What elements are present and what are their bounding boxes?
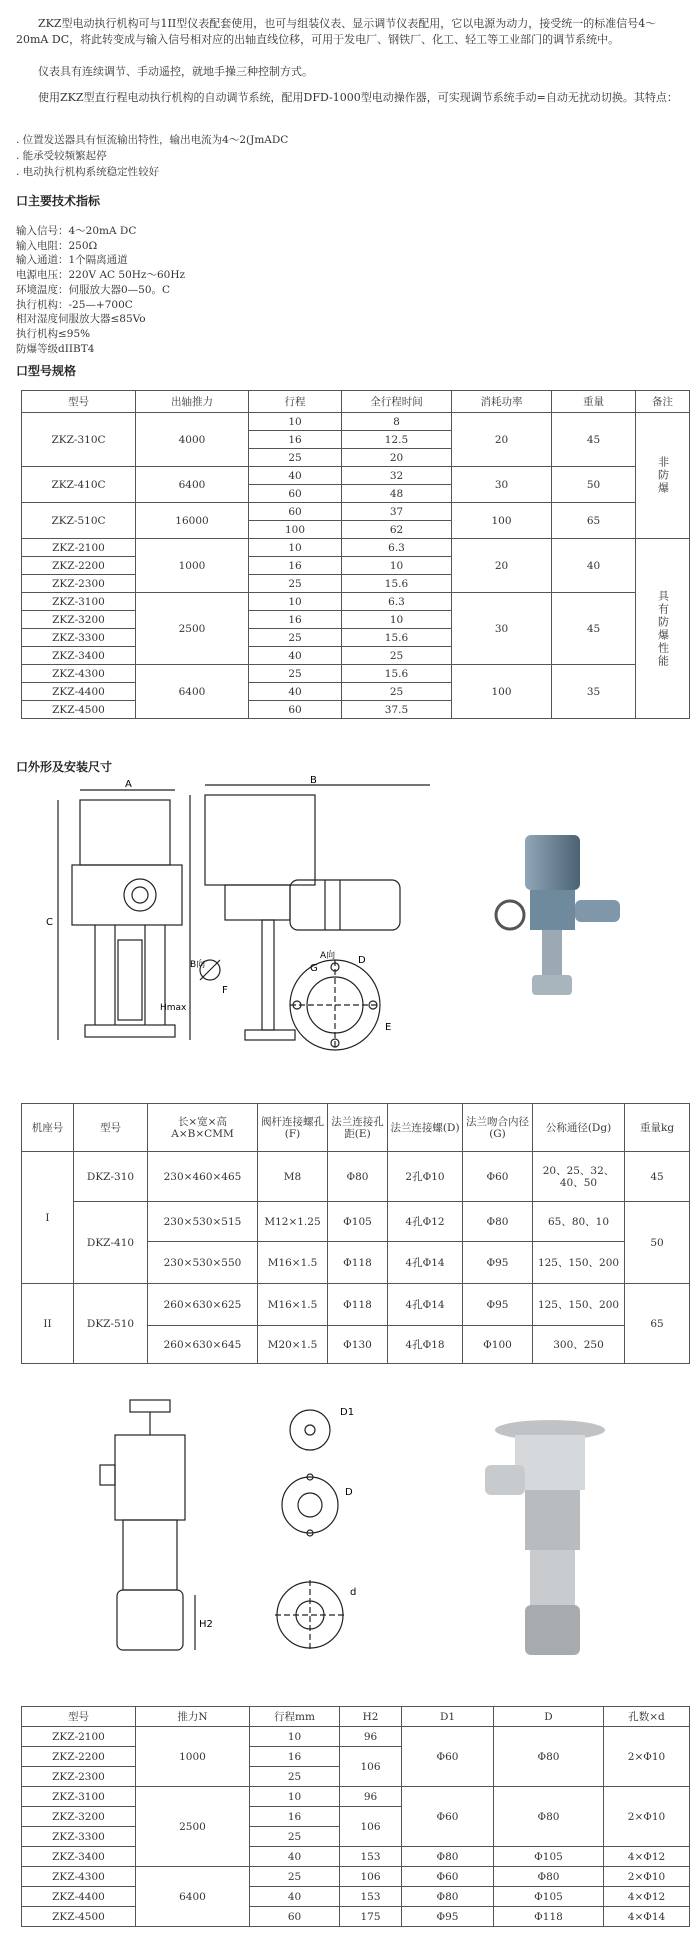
table-cell: 1000 [136, 1727, 250, 1787]
table-cell: 4×Φ12 [604, 1847, 690, 1867]
table-cell: 2×Φ10 [604, 1787, 690, 1847]
table-cell: 32 [342, 467, 452, 485]
table-row [22, 1152, 690, 1202]
table-cell: ZKZ-3300 [22, 1827, 136, 1847]
table-row [22, 593, 690, 611]
table-cell: 106 [340, 1867, 402, 1887]
column-header: 法兰连接孔距(E) [328, 1104, 388, 1152]
table-cell: Φ60 [402, 1867, 494, 1887]
table-cell: ZKZ-310C [22, 413, 136, 467]
column-header: D1 [402, 1707, 494, 1727]
table-cell: ZKZ-3400 [22, 647, 136, 665]
column-header: 全行程时间 [342, 391, 452, 413]
table-cell: Φ95 [463, 1284, 533, 1326]
spec-item: 执行机构≤95% [16, 327, 91, 340]
table-cell: 65 [625, 1284, 690, 1364]
intro-paragraph-2: 仪表具有连续调节、手动遥控，就地手操三种控制方式。 [38, 65, 313, 78]
spec-list [16, 224, 688, 356]
table-cell: Φ105 [494, 1887, 604, 1907]
table-cell: 300、250 [533, 1326, 625, 1364]
table-row [22, 1787, 690, 1807]
table-cell: Φ80 [494, 1867, 604, 1887]
table-cell: 6400 [136, 665, 249, 719]
table-cell: 35 [552, 665, 636, 719]
table-cell: 16 [249, 611, 342, 629]
table-cell: 25 [249, 575, 342, 593]
table-cell: Φ105 [494, 1847, 604, 1867]
column-header: 消耗功率 [452, 391, 552, 413]
drawing-label: d [350, 1587, 357, 1598]
table-cell: 40 [249, 683, 342, 701]
table-cell: 125、150、200 [533, 1284, 625, 1326]
table-cell: M16×1.5 [258, 1284, 328, 1326]
table-cell: 10 [250, 1787, 340, 1807]
table-cell: 37.5 [342, 701, 452, 719]
section-heading-dims: 口外形及安装尺寸 [16, 760, 113, 774]
table-cell: 4孔Φ14 [388, 1242, 463, 1284]
table-cell: ZKZ-3200 [22, 611, 136, 629]
column-header: 重量kg [625, 1104, 690, 1152]
table-cell: ZKZ-3200 [22, 1807, 136, 1827]
table-row [22, 467, 690, 485]
table-header-row [22, 1707, 690, 1727]
column-header: 型号 [22, 1707, 136, 1727]
table-cell: M8 [258, 1152, 328, 1202]
table-cell: 40 [552, 539, 636, 593]
outline-drawing-front-side [40, 775, 450, 1065]
table-cell: Φ80 [463, 1202, 533, 1242]
table-cell: Φ130 [328, 1326, 388, 1364]
table-cell: Φ60 [402, 1727, 494, 1787]
table-cell: 2×Φ10 [604, 1867, 690, 1887]
section-heading-models: 口型号规格 [16, 364, 77, 378]
drawing-label: H2 [199, 1619, 213, 1630]
table-cell: 100 [452, 665, 552, 719]
table-cell: I [22, 1152, 74, 1284]
table-cell: ZKZ-510C [22, 503, 136, 539]
table-cell: ZKZ-4500 [22, 701, 136, 719]
table-cell: 10 [250, 1727, 340, 1747]
table-cell: 45 [552, 413, 636, 467]
feature-item: . 位置发送器具有恒流输出特性，输出电流为4～2(JmADC [16, 134, 289, 146]
table-cell: 125、150、200 [533, 1242, 625, 1284]
table-cell: Φ80 [402, 1847, 494, 1867]
table-cell: 60 [249, 485, 342, 503]
table-cell: 40 [250, 1887, 340, 1907]
table-cell: 2×Φ10 [604, 1727, 690, 1787]
table-cell: 230×530×550 [148, 1242, 258, 1284]
table-cell: 30 [452, 467, 552, 503]
table-cell: 40 [249, 647, 342, 665]
table-cell: 260×630×645 [148, 1326, 258, 1364]
table-cell: 15.6 [342, 665, 452, 683]
column-header: 公称通径(Dg) [533, 1104, 625, 1152]
table-cell: 12.5 [342, 431, 452, 449]
table-cell: ZKZ-4500 [22, 1907, 136, 1927]
table-cell: 25 [249, 665, 342, 683]
drawing-label: E [385, 1022, 392, 1033]
table-cell: 2孔Φ10 [388, 1152, 463, 1202]
table-cell: 4×Φ12 [604, 1887, 690, 1907]
spec-item: 输入通道：1个隔离通道 [16, 254, 128, 267]
table-cell: 30 [452, 593, 552, 665]
table-cell: 65 [552, 503, 636, 539]
feature-item: . 电动执行机构系统稳定性较好 [16, 166, 160, 178]
table-cell: ZKZ-3300 [22, 629, 136, 647]
drawing-label: D [358, 955, 366, 966]
table-cell-remark: 具有防爆性能 [636, 539, 690, 719]
table-row [22, 1887, 690, 1907]
table-cell-remark: 非防爆 [636, 413, 690, 539]
feature-item: . 能承受较频繁起停 [16, 150, 107, 162]
column-header: 孔数×d [604, 1707, 690, 1727]
table-cell: 40 [250, 1847, 340, 1867]
drawing-label: B向 [190, 960, 206, 970]
table-cell: 6.3 [342, 593, 452, 611]
table-row [22, 1847, 690, 1867]
table-cell: 50 [625, 1202, 690, 1284]
table-cell: 4孔Φ18 [388, 1326, 463, 1364]
table-cell: 20、25、32、40、50 [533, 1152, 625, 1202]
table-cell: 230×530×515 [148, 1202, 258, 1242]
table-cell: 62 [342, 521, 452, 539]
actuator-photo [470, 815, 650, 1015]
table-cell: 96 [340, 1787, 402, 1807]
table-cell: 8 [342, 413, 452, 431]
table-cell: 45 [625, 1152, 690, 1202]
table-cell: ZKZ-4300 [22, 1867, 136, 1887]
drawing-label: A [125, 779, 132, 790]
table-cell: Φ118 [494, 1907, 604, 1927]
table-cell: 10 [249, 539, 342, 557]
table-cell: 65、80、10 [533, 1202, 625, 1242]
table-cell: Φ95 [402, 1907, 494, 1927]
table-cell: 106 [340, 1807, 402, 1847]
table-cell: ZKZ-2100 [22, 1727, 136, 1747]
table-row [22, 503, 690, 521]
table-cell: 37 [342, 503, 452, 521]
table-cell: 48 [342, 485, 452, 503]
table-cell: M20×1.5 [258, 1326, 328, 1364]
table-cell: 96 [340, 1727, 402, 1747]
table-cell: 6400 [136, 467, 249, 503]
table-row [22, 1284, 690, 1326]
table-row [22, 665, 690, 683]
table-cell: 6.3 [342, 539, 452, 557]
drawing-label: B [310, 775, 317, 786]
table-cell: 2500 [136, 1787, 250, 1867]
column-header: 法兰吻合内径(G) [463, 1104, 533, 1152]
section-heading-specs: 口主要技术指标 [16, 194, 101, 208]
spec-item: 电源电压：220V AC 50Hz～60Hz [16, 269, 186, 282]
table-cell: ZKZ-3400 [22, 1847, 136, 1867]
column-header: 推力N [136, 1707, 250, 1727]
table-cell: Φ100 [463, 1326, 533, 1364]
table-row [22, 539, 690, 557]
actuator-photo-2 [440, 1405, 640, 1675]
table-cell: 16 [249, 557, 342, 575]
table-cell: Φ80 [402, 1887, 494, 1907]
table-cell: 153 [340, 1887, 402, 1907]
column-header: 型号 [74, 1104, 148, 1152]
dimension-table [21, 1103, 690, 1364]
table-cell: 25 [342, 683, 452, 701]
table-cell: 1000 [136, 539, 249, 593]
spec-item: 执行机构：-25—+700C [16, 298, 133, 311]
drawing-label: F [222, 985, 228, 996]
intro-paragraph-1: ZKZ型电动执行机构可与1II型仪表配套使用，也可与组装仪表、显示调节仪表配用，它以电源为动力，接受统一的标准信号4～20mA DC，将此转变成与输入信号相对应的出轴直线位移，可用于发电厂、钢铁厂、化工、轻工等工业部门的调节系统中。 [16, 17, 657, 46]
table-cell: M12×1.25 [258, 1202, 328, 1242]
table-cell: ZKZ-4400 [22, 1887, 136, 1907]
table-cell: 20 [452, 539, 552, 593]
column-header: 备注 [636, 391, 690, 413]
column-header: 法兰连接螺(D) [388, 1104, 463, 1152]
table-cell: 2500 [136, 593, 249, 665]
table-header-row [22, 391, 690, 413]
table-cell: 100 [452, 503, 552, 539]
drawing-label: A向 [320, 951, 336, 961]
drawing-label: G [310, 963, 318, 974]
table-cell: DKZ-410 [74, 1202, 148, 1284]
table-cell: 100 [249, 521, 342, 539]
table-cell: 40 [249, 467, 342, 485]
column-header: 阀杆连接螺孔(F) [258, 1104, 328, 1152]
table-header-row [22, 1104, 690, 1152]
table-cell: ZKZ-2200 [22, 557, 136, 575]
table-cell: 4孔Φ14 [388, 1284, 463, 1326]
table-cell: 4000 [136, 413, 249, 467]
table-cell: Φ80 [494, 1787, 604, 1847]
feature-list [16, 132, 688, 180]
spec-item: 环境温度：伺服放大器0—50。C [16, 283, 171, 296]
table-row [22, 1202, 690, 1242]
table-cell: ZKZ-3100 [22, 1787, 136, 1807]
table-cell: 175 [340, 1907, 402, 1927]
table-cell: 25 [342, 647, 452, 665]
table-cell: 10 [342, 557, 452, 575]
drawing-label: D [345, 1487, 353, 1498]
model-spec-table [21, 390, 690, 719]
table-cell: 153 [340, 1847, 402, 1867]
table-cell: M16×1.5 [258, 1242, 328, 1284]
table-row [22, 413, 690, 431]
table-cell: 106 [340, 1747, 402, 1787]
table-cell: 45 [552, 593, 636, 665]
table-cell: ZKZ-2200 [22, 1747, 136, 1767]
table-cell: 10 [342, 611, 452, 629]
table-cell: 6400 [136, 1867, 250, 1927]
table-cell: Φ95 [463, 1242, 533, 1284]
table-cell: Φ118 [328, 1284, 388, 1326]
table-cell: 25 [249, 449, 342, 467]
column-header: H2 [340, 1707, 402, 1727]
column-header: 行程 [249, 391, 342, 413]
table-cell: 60 [249, 701, 342, 719]
drawing-label: Hmax [160, 1003, 187, 1013]
table-cell: 4孔Φ12 [388, 1202, 463, 1242]
column-header: 型号 [22, 391, 136, 413]
table-cell: ZKZ-410C [22, 467, 136, 503]
table-cell: 20 [452, 413, 552, 467]
table-cell: 16000 [136, 503, 249, 539]
drawing-label: C [46, 917, 53, 928]
table-cell: 15.6 [342, 575, 452, 593]
spec-item: 输入电阻：250Ω [16, 239, 98, 252]
spec-item: 防爆等级dIIBT4 [16, 342, 95, 355]
table-cell: ZKZ-4400 [22, 683, 136, 701]
intro-paragraph-3: 使用ZKZ型直行程电动执行机构的自动调节系统，配用DFD-1000型电动操作器，可实现调节系统手动=自动无扰动切换。其特点： [38, 91, 678, 104]
drawing-label: D1 [340, 1407, 355, 1418]
table-cell: 25 [250, 1867, 340, 1887]
table-cell: 60 [250, 1907, 340, 1927]
table-cell: ZKZ-2100 [22, 539, 136, 557]
table-cell: 16 [249, 431, 342, 449]
table-cell: DKZ-510 [74, 1284, 148, 1364]
table-cell: Φ60 [402, 1787, 494, 1847]
table-cell: Φ118 [328, 1242, 388, 1284]
column-header: 重量 [552, 391, 636, 413]
table-cell: 10 [249, 593, 342, 611]
table-cell: 10 [249, 413, 342, 431]
column-header: 行程mm [250, 1707, 340, 1727]
table-cell: 25 [250, 1827, 340, 1847]
column-header: D [494, 1707, 604, 1727]
column-header: 长×宽×高 A×B×CMM [148, 1104, 258, 1152]
table-cell: 50 [552, 467, 636, 503]
table-cell: 15.6 [342, 629, 452, 647]
table-cell: 230×460×465 [148, 1152, 258, 1202]
table-cell: DKZ-310 [74, 1152, 148, 1202]
table-row [22, 1907, 690, 1927]
table-cell: 25 [249, 629, 342, 647]
table-cell: ZKZ-2300 [22, 575, 136, 593]
table-cell: 4×Φ14 [604, 1907, 690, 1927]
table-cell: ZKZ-3100 [22, 593, 136, 611]
table-cell: Φ105 [328, 1202, 388, 1242]
column-header: 出轴推力 [136, 391, 249, 413]
table-cell: II [22, 1284, 74, 1364]
table-cell: ZKZ-2300 [22, 1767, 136, 1787]
table-cell: Φ80 [328, 1152, 388, 1202]
table-cell: 60 [249, 503, 342, 521]
table-cell: Φ80 [494, 1727, 604, 1787]
spec-item: 输入信号：4～20mA DC [16, 225, 137, 237]
table-cell: 16 [250, 1807, 340, 1827]
table-cell: ZKZ-4300 [22, 665, 136, 683]
spec-item: 相对湿度伺服放大器≤85Vo [16, 313, 146, 326]
column-header: 机座号 [22, 1104, 74, 1152]
table-cell: Φ60 [463, 1152, 533, 1202]
table-row [22, 1867, 690, 1887]
table-row [22, 1727, 690, 1747]
table-cell: 20 [342, 449, 452, 467]
outline-drawing-zkz [95, 1395, 425, 1670]
table-cell: 260×630×625 [148, 1284, 258, 1326]
table-cell: 16 [250, 1747, 340, 1767]
table-cell: 25 [250, 1767, 340, 1787]
zkz-dimension-table [21, 1706, 690, 1927]
